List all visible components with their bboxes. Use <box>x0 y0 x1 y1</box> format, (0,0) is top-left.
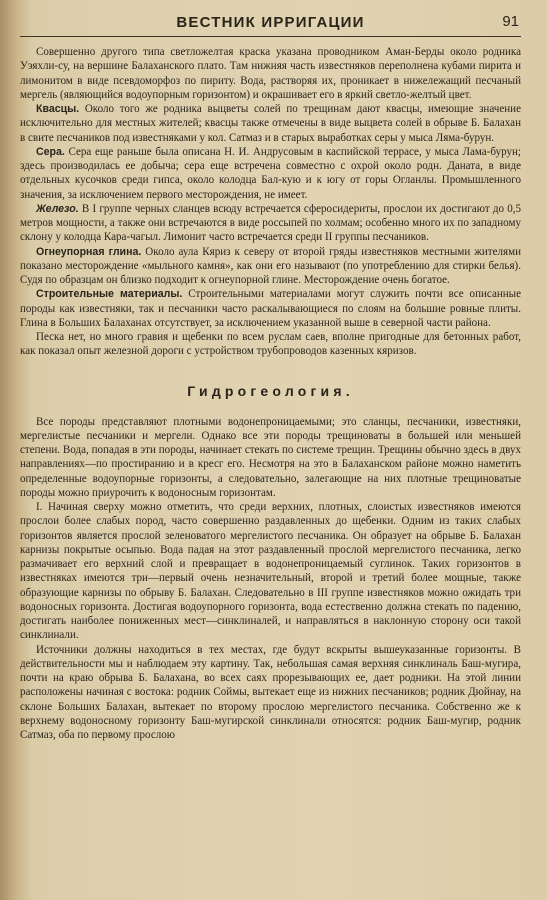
paragraph <box>20 245 521 288</box>
paragraph-text: Источники должны находиться в тех местах, где будут вскрыты вышеуказанные горизонты. В действительности мы и наблюдаем эту картину. Так, небольшая самая верхняя синклиналь Баш-мугира, почти на краю обрыва Б. Балахана, во всех саях прорезывающих ее, дает родники. На этой линии расположены начиная с востока: родник Соймы, вытекает еще из нижних песчаников; родник Дюйнау, на склоне Больших Балахан, вытекает по второму прослою мергелистого песчаника. Собственно же к верхнему водоносному горизонту Баш-мугирской синклинали относятся: родник Баш-мугир, родник Сатмаз, оба по первому прослою <box>20 643 521 741</box>
paragraph <box>20 415 521 501</box>
paragraph <box>20 330 521 359</box>
paragraph-text: Все породы представляют плотными водонепроницаемыми; это сланцы, песчаники, известняки, мергелистые песчаники и мергели. Однако все эти породы трещиноваты в большей или меньшей степени. Вода, попадая в эти породы, начинает стекать по системе трещин. Трещины обычно здесь в двух направлениях—по простиранию и в кресг его. Несмотря на это в Балаханском районе можно наметить определенные водоупорные горизонты, а следовательно, залегающие на них плотные трещиноватые породы можно приурочить к водоносным горизонтам. <box>20 415 521 499</box>
paragraph <box>20 102 521 145</box>
paragraph <box>20 500 521 643</box>
paragraph-lead: Сера. <box>36 145 65 158</box>
paragraph-text: Около того же родника выцветы солей по трещинам дают квасцы, имеющие значение исключительно для местных жителей; квасцы также отмечены в виде выцвета солей в обрыве Б. Балахан в свите песчаников под известняками у кол. Сатмаз и в старых выработках серы у мыса Ляма-бурун. <box>20 103 521 144</box>
paragraph <box>20 145 521 202</box>
page-header <box>20 10 521 37</box>
paragraph-text: I. Начиная сверху можно отметить, что среди верхних, плотных, слоистых известняков имеются прослои более слабых пород, часто совершенно раздавленных до щебенки. Одним из таких слабых горизонтов является прослой зеленоватого мергелистого песчаника. Он образует на обрыве Б. Балахан карнизы покрытые осыпью. Вода падая на этот раздавленный прослой мергелистого песчаника, легко размачивает его верхний слой и превращает в водонепроницаемый суглинок. Таких горизонтов в известняках имеются три—первый очень незначительный, второй и третий более мощные, также образующие карнизы по обрыву Б. Балахан. Следовательно в III группе известняков можно ожидать три водоносных горизонта. Достигая водоупорного горизонта, вода естественно должна стекать по падению, достигать наиболее пониженных мест—синклиналей, и направляться в наклонную сторону оси такой синклинали. <box>20 501 521 642</box>
paragraph-lead: Квасцы. <box>36 103 80 115</box>
article-body <box>20 45 521 742</box>
paragraph-text: Песка нет, но много гравия и щебенки по всем руслам саев, вполне пригодные для бетонных работ, как показал опыт железной дороги с устройством трубопроводов казенных кяризов. <box>20 331 521 358</box>
paragraph-text: Совершенно другого типа светложелтая краска указана проводником Аман-Берды около родника Уэяхли-су, на вершине Балаханского плато. Там нижняя часть известняков переполнена кубами пирита и лимонитом в виде псевдоморфоз по пириту. Вода, растворяя их, проникает в нижележащий песчаный мергель (являющийся водоупорным горизонтом) и окрашивает его в яркий светло-желтый цвет. <box>20 46 521 101</box>
paragraph-text: В I группе черных сланцев всюду встречается сферосидериты, прослои их достигают до 0,5 метров мощности, а также они встречаются в виде россыпей по холмам; особенно много их по западному склону у колодца Кара-чагыл. Лимонит часто встречается среди II группы песчаников. <box>20 202 521 244</box>
paragraph <box>20 643 521 743</box>
paragraph-lead: Строительные материалы. <box>36 288 183 301</box>
section-title: Гидрогеология. <box>187 382 354 399</box>
paragraph <box>20 202 521 245</box>
paragraph-lead: Огнеупорная глина. <box>36 245 142 258</box>
paragraph-text: Строительными материалами могут служить почти все описанные породы как известняки, так и песчаники часто раскалывающиеся по слоям на большие ровные плиты. Глина в Больших Балаханах отсутствует, за исключением указанной выше в северной части района. <box>20 288 521 329</box>
page-number: 91 <box>502 13 519 30</box>
paragraph <box>20 287 521 330</box>
paragraph-text: Сера еще раньше была описана Н. И. Андрусовым в каспийской террасе, у мыса Лама-бурун; здесь производилась ее добыча; сера еще встречена совместно с охрой около родн. Даната, в виде отдельных кусочков среди гипса, около колодца Бал-кую и к югу от горы Огланлы. Промышленного значения, за исключением первого месторождения, не имеет. <box>20 145 521 201</box>
journal-title: ВЕСТНИК ИРРИГАЦИИ <box>176 14 365 31</box>
paragraph-text: Около аула Кяриз к северу от второй гряды известняков местными жителями показано месторождение «мыльного камня», как они его называют (по употреблению для стирки белья). Судя по образцам он близко подходит к огнеупорной глине. Месторождение очень богатое. <box>20 245 522 286</box>
paragraph-lead: Железо. <box>36 202 79 215</box>
paragraph <box>20 45 521 102</box>
